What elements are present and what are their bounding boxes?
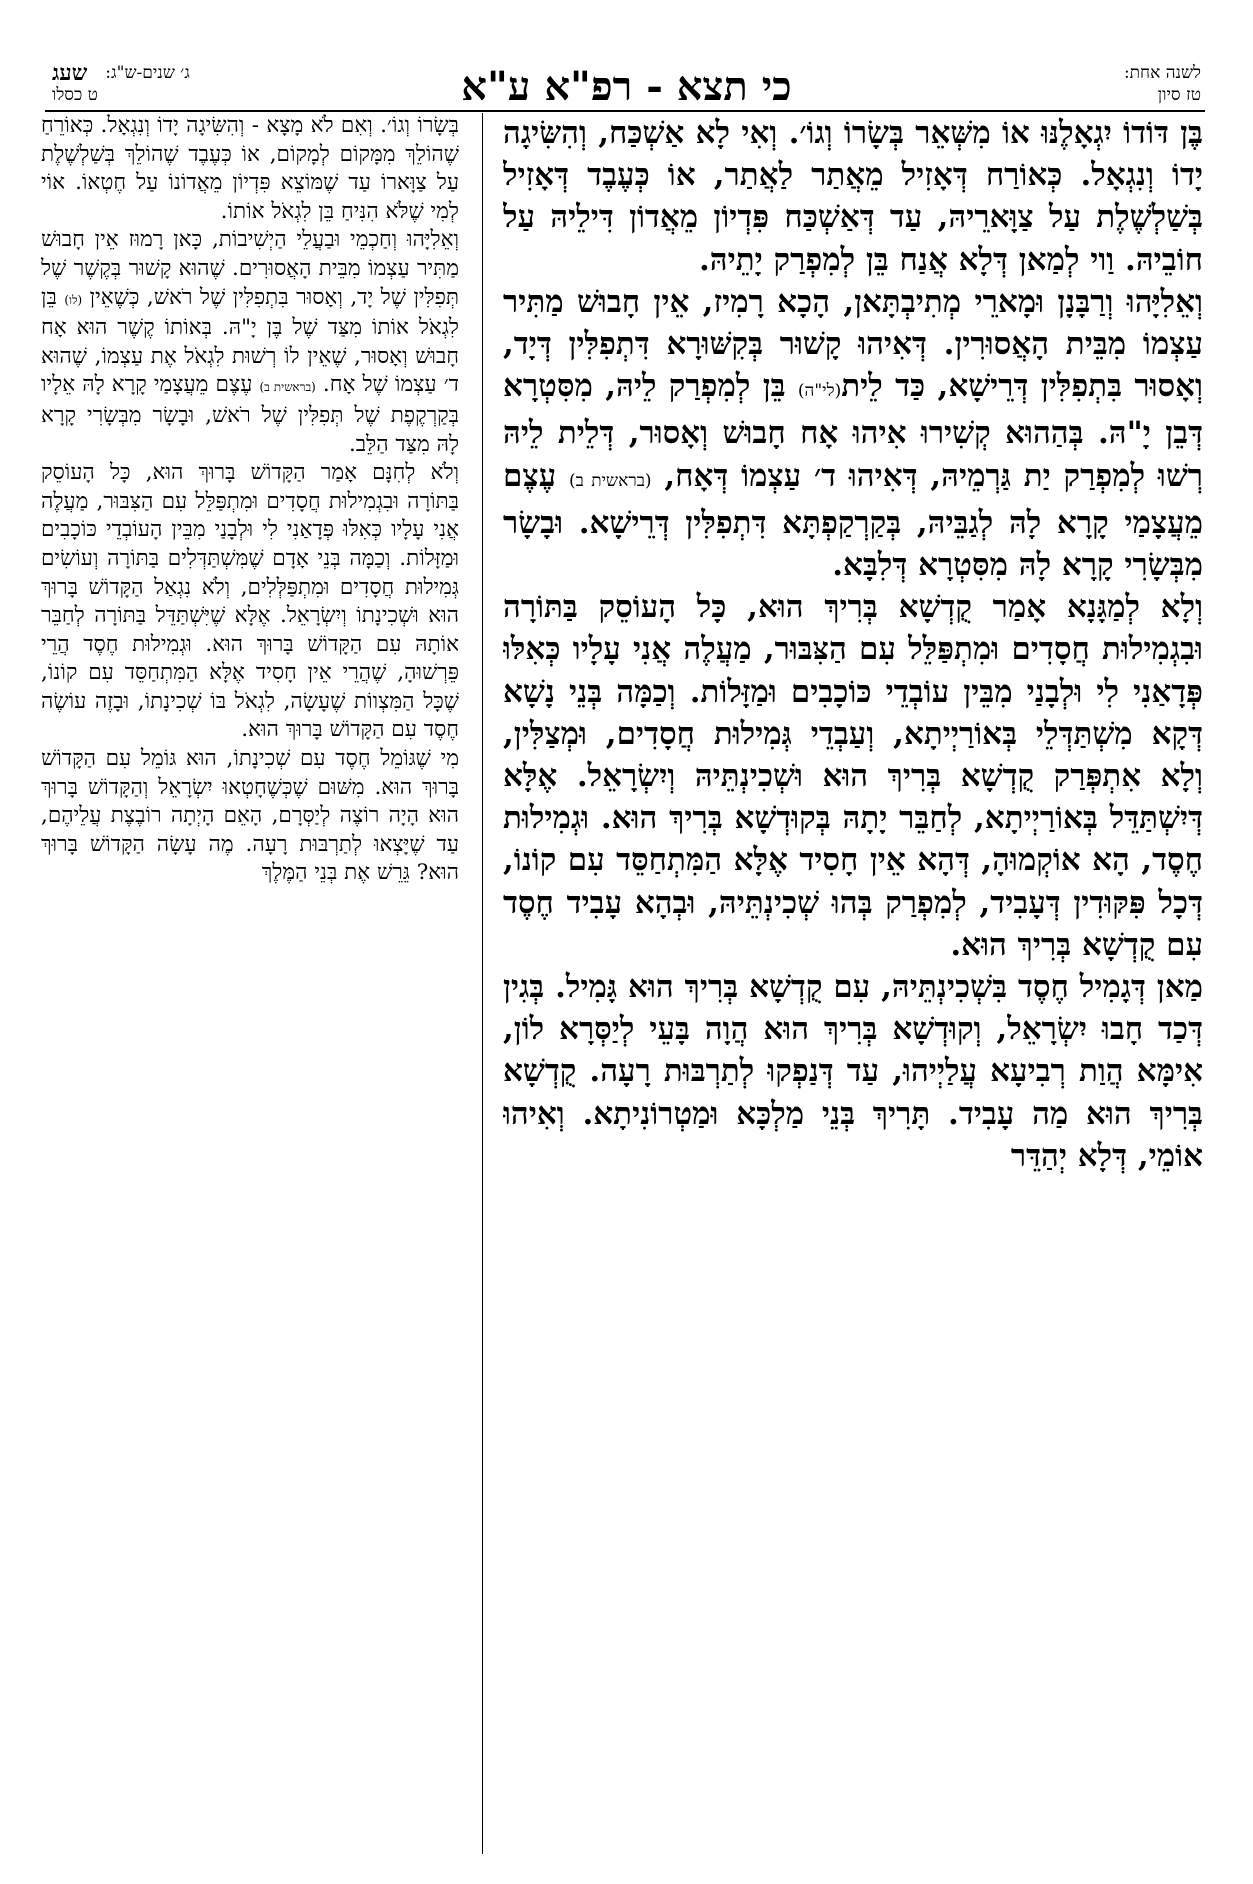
header-left-date (52, 62, 190, 106)
citation-ref: (לי"ה) (797, 381, 842, 402)
main-paragraph: וְאֵלִיָּהוּ וְרַבָּנָן וּמָארֵי מְתִיבְתָּאן, הָכָא רָמִיז, אֵין חָבוּשׁ מַתִּיר עַצְמוֹ מִבֵּית הָאֲסוּרִין. דְּאִיהוּ קָשׁוּר בְּקִשּׁוּרָא דִּתְפִלִּין דְּיָד, וְאָסוּר בִּתְפִלִּין דְּרֵישָׁא, כַּד לֵית(לי"ה) בֵּן לְמִפְרַק לֵיהּ, מִסִּטְרָא דְּבֵן יָ"הּ. בְּהַהוּא קְשִׁירוּ אִיהוּ אָח חָבוּשׁ וְאָסוּר, דְּלֵית לֵיהּ רְשׁוּ לְמִפְרַק יַת גַּרְמֵיהּ, דְּאִיהוּ ד׳ עַצְמוֹ דְּאָח, (בראשית ב) עֶצֶם מֵעֲצָמַי קָרָא לָהּ לְגַבֵּיהּ, בְּקַרְקַפְתָּא דִּתְפִלִּין דְּרֵישָׁא. וּבָשָׂר מִבְּשָׂרִי קָרָא לָהּ מִסִּטְרָא דְּלִבָּא. (503, 283, 1203, 584)
header-one-year-label: לשנה אחת: (1123, 63, 1201, 83)
main-paragraph: מַאן דְּגָמִיל חֶסֶד בִּשְׁכִינְתֵּיהּ, עִם קֻדְשָׁא בְּרִיךְ הוּא גָּמִיל. בְּגִין דְּכַד חָבוּ יִשְׂרָאֵל, וְקוּדְשָׁא בְּרִיךְ הוּא הֲוָה בָּעֵי לְיַסְּרָא לוֹן, אִימָּא הֲוַת רְבִיעָא עֲלַיְיהוּ, עַד דְּנַפְקוּ לְתַרְבּוּת רָעָה. קֻדְשָׁא בְּרִיךְ הוּא מַה עָבִיד. תָּרִיךְ בְּנֵי מַלְכָּא וּמַטְרוֹנִיתָא. וְאִיהוּ אוֹמֵי, דְּלָא יְהַדֵּר (503, 969, 1203, 1174)
main-paragraph: וְלָא לְמַגָּנָא אָמַר קֻדְשָׁא בְּרִיךְ הוּא, כָּל הָעוֹסֵק בַּתּוֹרָה וּבִגְמִילוּת חֲסָדִים וּמִתְפַּלֵּל עִם הַצִּבּוּר, מַעֲלֶה אֲנִי עָלָיו כְּאִלּוּ פְּדָאַנִי לִי וּלְבָנַי מִבֵּין עוֹבְדֵי כּוֹכָבִים וּמַזָּלוֹת. וְכַמָּה בְּנֵי נָשָׁא דְּקָא מִשְׁתַּדְּלֵי בְּאוֹרַיְיתָא, וְעַבְדֵי גְּמִילוּת חֲסָדִים, וּמְצַלִּין, וְלָא אִתְפְּרַק קֻדְשָׁא בְּרִיךְ הוּא וּשְׁכִינְתֵּיהּ וְיִשְׂרָאֵל. אֶלָּא דְּיִשְׁתַּדֵּל בְּאוֹרַיְיתָא, לְחַבֵּר יָתָהּ בְּקוּדְשָׁא בְּרִיךְ הוּא. וּגְמִילוּת חֶסֶד, הָא אוֹקְמוּהָ, דְּהָא אֵין חָסִיד אֶלָּא הַמִּתְחַסֵּד עִם קוֹנוֹ, דְּכָל פִּקּוּדִין דְּעָבִיד, לְמִפְרַק בְּהוּ שְׁכִינְתֵּיהּ, וּבְהָא עָבִיד חֶסֶד עִם קֻדְשָׁא בְּרִיךְ הוּא. (503, 589, 1203, 963)
citation-ref: (בראשית ב) (568, 470, 652, 491)
side-paragraph: מִי שֶׁגּוֹמֵל חֶסֶד עִם שְׁכִינָתוֹ, הוּא גּוֹמֵל עִם הַקָּדוֹשׁ בָּרוּךְ הוּא. מִשּׁוּם שֶׁכְּשֶׁחָטְאוּ יִשְׂרָאֵל וְהַקָּדוֹשׁ בָּרוּךְ הוּא הָיָה רוֹצֶה לְיַסְּרָם, הָאֵם הָיְתָה רוֹבֶצֶת עֲלֵיהֶם, עַד שֶׁיָּצְאוּ לְתַרְבּוּת רָעָה. מֶה עָשָׂה הַקָּדוֹשׁ בָּרוּךְ הוּא? גֵּרֵשׁ אֶת בְּנֵי הַמֶּלֶךְ (41, 746, 459, 886)
citation-ref: (בראשית ב) (259, 380, 316, 395)
page-title: כי תצא - רפ"א ע"א (461, 63, 792, 110)
column-divider (482, 113, 483, 1854)
main-paragraph: בֶּן דּוֹדוֹ יִגְאָלֶנּוּ אוֹ מִשְּׁאֵר בְּשָׂרוֹ וְגוֹ׳. וְאִי לָא אַשְׁכַּח, וְהִשִּׂיגָה יָדוֹ וְנִגְאָל. כְּאוֹרַח דְּאָזִיל מֵאֲתַר לַאֲתַר, אוֹ כְּעֶבֶד דְּאָזִיל בְּשַׁלְשֶׁלֶת עַל צַוָּארֵיהּ, עַד דְּאַשְׁכַּח פִּדְיוֹן מֵאֲדוֹן דִּילֵיהּ עַל חוֹבֵיהּ. וַוי לְמַאן דְּלָא אֲנַח בֵּן לְמִפְרַק יָתֵיהּ. (503, 115, 1203, 278)
header-three-year-date: ט כסלו (52, 85, 98, 105)
citation-ref: (לו) (64, 292, 83, 307)
side-paragraph: וְלֹא לְחִנָּם אָמַר הַקָּדוֹשׁ בָּרוּךְ הוּא, כָּל הָעוֹסֵק בַּתּוֹרָה וּבִגְמִילוּת חֲסָדִים וּמִתְפַּלֵּל עִם הַצִּבּוּר, מַעֲלֶה אֲנִי עָלָיו כְּאִלּוּ פְּדָאַנִי לִי וּלְבָנַי מִבֵּין הָעוֹבְדֵי כּוֹכָבִים וּמַזָּלוֹת. וְכַמָּה בְּנֵי אָדָם שֶׁמִּשְׁתַּדְּלִים בַּתּוֹרָה וְעוֹשִׂים גְּמִילוּת חֲסָדִים וּמִתְפַּלְּלִים, וְלֹא נִגְאַל הַקָּדוֹשׁ בָּרוּךְ הוּא וּשְׁכִינָתוֹ וְיִשְׂרָאֵל. אֶלָּא שֶׁיִּשְׁתַּדֵּל בַּתּוֹרָה לְחַבֵּר אוֹתָהּ עִם הַקָּדוֹשׁ בָּרוּךְ הוּא. וּגְמִילוּת חֶסֶד הֲרֵי פֵּרְשׁוּהָ, שֶׁהֲרֵי אֵין חָסִיד אֶלָּא הַמִּתְחַסֵּד עִם קוֹנוֹ, שֶׁכָּל הַמִּצְווֹת שֶׁעָשָׂה, לִגְאֹל בּוֹ שְׁכִינָתוֹ, וּבָזֶה עוֹשֶׂה חֶסֶד עִם הַקָּדוֹשׁ בָּרוּךְ הוּא. (41, 460, 459, 743)
side-paragraph: בְּשָׂרוֹ וְגוֹ׳. וְאִם לֹא מָצָא - וְהִשִּׂיגָה יָדוֹ וְנִגְאָל. כְּאוֹרֵחַ שֶׁהוֹלֵךְ מִמָּקוֹם לְמָקוֹם, אוֹ כְּעֶבֶד שֶׁהוֹלֵךְ בְּשַׁלְשֶׁלֶת עַל צַוָּארוֹ עַד שֶׁמּוֹצֵא פִּדְיוֹן מֵאֲדוֹנוֹ עַל חֶטְאוֹ. אוֹי לְמִי שֶׁלֹּא הִנִּיחַ בֵּן לִגְאֹל אוֹתוֹ. (41, 113, 459, 224)
side-hebrew-translation-column (41, 112, 459, 1872)
header-three-year-label: ג׳ שנים-ש"ג: (105, 63, 190, 83)
page-number: שעג (52, 60, 88, 86)
header-one-year-date: טז סיון (1157, 85, 1201, 105)
side-paragraph: וְאֵלִיָּהוּ וְחַכְמֵי וּבַעֲלֵי הַיְשִׁיבוֹת, כָּאן רָמוּז אֵין חָבוּשׁ מַתִּיר עַצְמוֹ מִבֵּית הָאֲסוּרִים. שֶׁהוּא קָשׁוּר בְּקֶשֶׁר שֶׁל תְּפִלִּין שֶׁל יָד, וְאָסוּר בִּתְפִלִּין שֶׁל רֹאשׁ, כְּשֶׁאֵין (לו) בֵּן לִגְאֹל אוֹתוֹ מִצַּד שֶׁל בֶּן יָ"הּ. בְּאוֹתוֹ קֶשֶׁר הוּא אָח חָבוּשׁ וְאָסוּר, שֶׁאֵין לוֹ רְשׁוּת לִגְאֹל אֶת עַצְמוֹ, שֶׁהוּא ד׳ עַצְמוֹ שֶׁל אָח. (בראשית ב) עֶצֶם מֵעֲצָמַי קָרָא לָהּ אֵלָיו בְּקַרְקֶפֶת שֶׁל תְּפִלִּין שֶׁל רֹאשׁ, וּבָשָׂר מִבְּשָׂרִי קָרָא לָהּ מִצַּד הַלֵּב. (41, 227, 459, 457)
main-aramaic-column (503, 112, 1203, 1872)
